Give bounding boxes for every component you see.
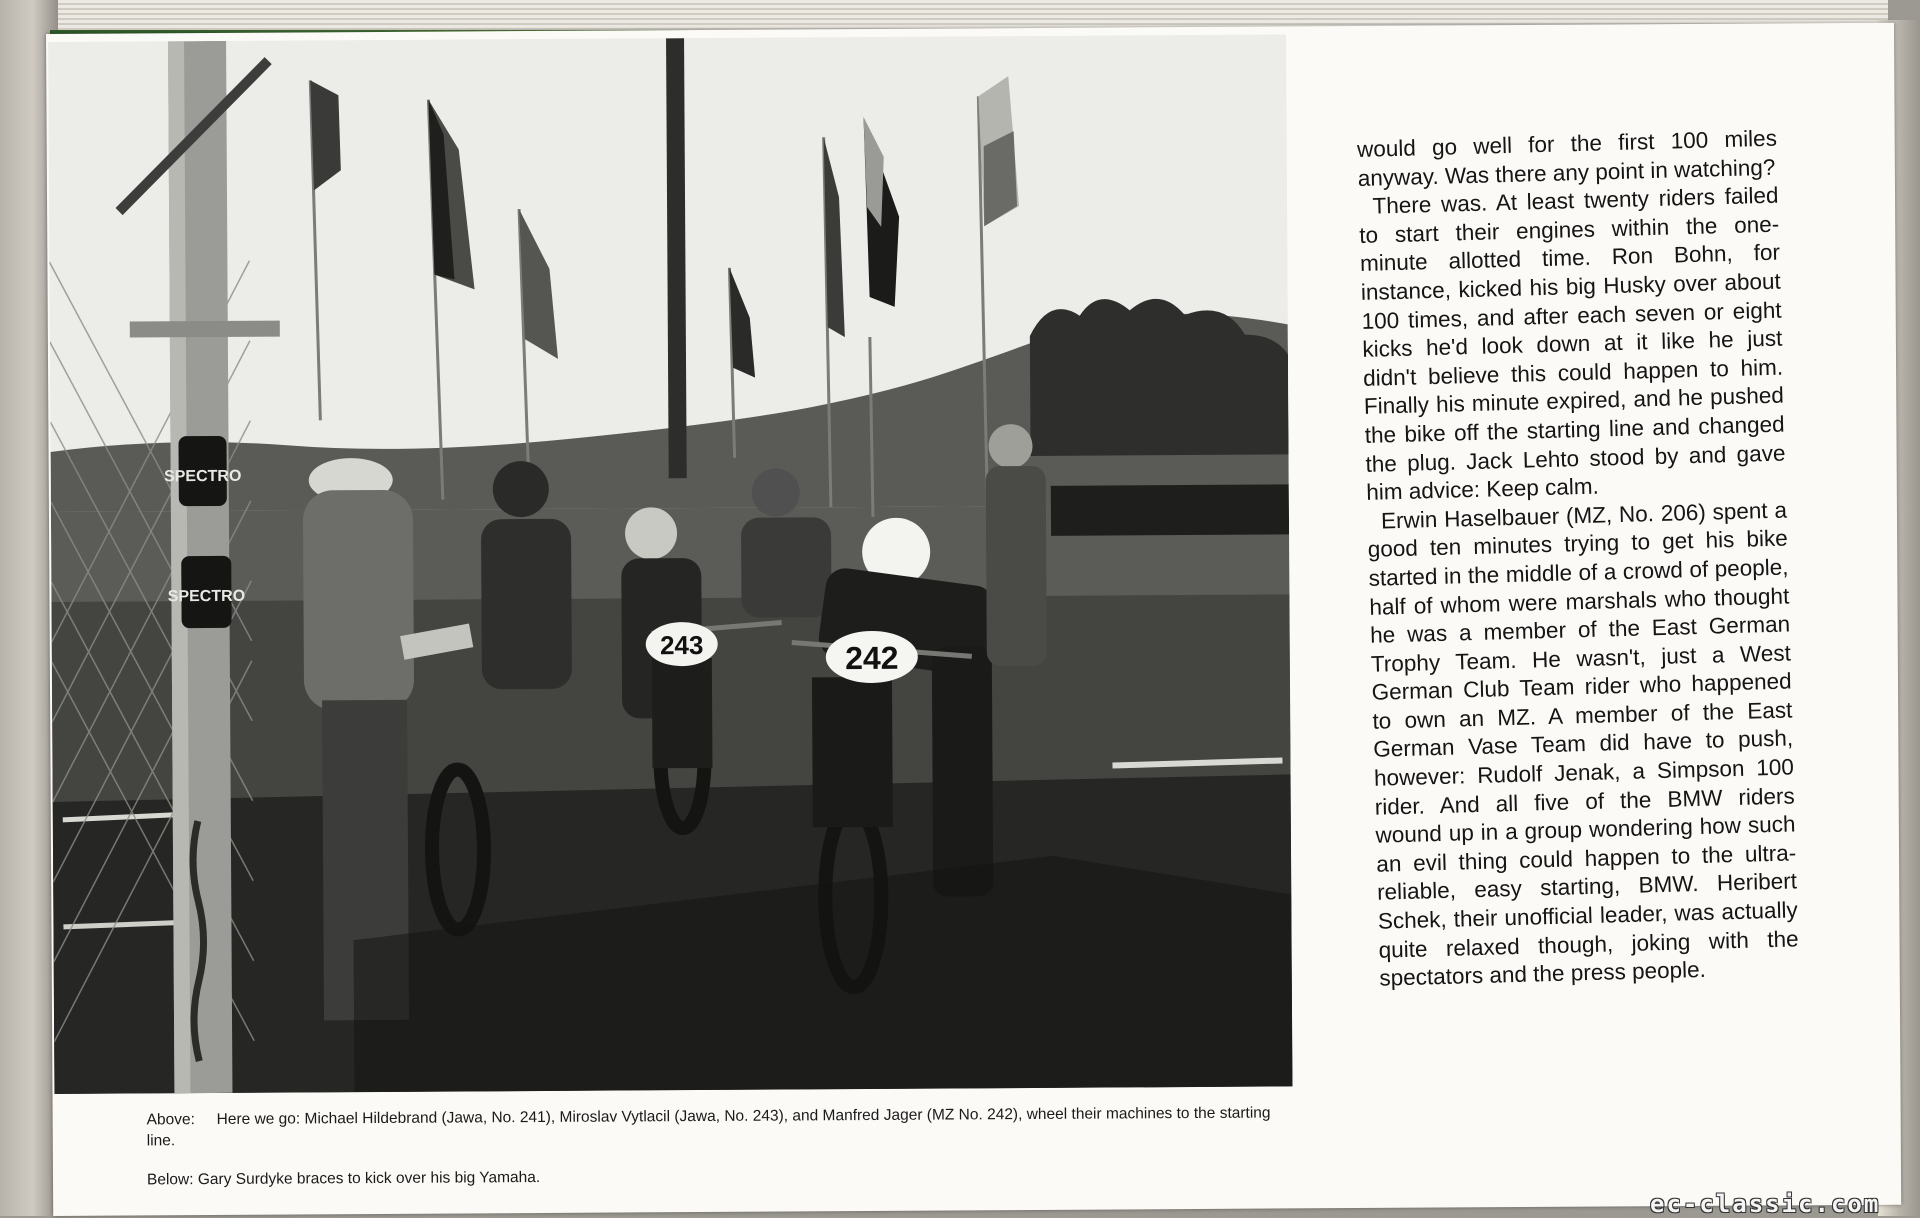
magazine-page	[46, 23, 1901, 1216]
article-paragraph: Erwin Haselbauer (MZ, No. 206) spent a good ten minutes trying to get his bike started in the middle of a crowd of people, half of whom were marshals who thought he was a member of the East German Trophy Team. He wasn't, just a West German Club Team rider who happened to own an MZ. A member of the East German Vase Team did have to push, however: Rudolf Jenak, a Simpson 100 rider. And all five of the BMW riders wound up in a group wondering how such an evil thing could happen to the ultra-reliable, easy starting, BMW. Heribert Schek, their unofficial leader, was actually quite relaxed though, joking with the spectators and the press people.	[1367, 497, 1799, 991]
site-watermark: ec-classic.com	[1650, 1190, 1881, 1218]
race-start-photo	[48, 34, 1292, 1094]
photo-illustration	[48, 34, 1292, 1094]
caption-below	[147, 1165, 847, 1190]
article-paragraph: would go well for the first 100 miles anyway. Was there any point in watching?	[1356, 125, 1778, 191]
pole-sign-1: SPECTRO	[163, 467, 242, 486]
caption-below-label: Below:	[146, 1171, 194, 1189]
article-paragraph: There was. At least twenty riders failed to start their engines within the one-minute allotted time. Ron Bohn, for instance, kicked his big Husky over about 100 times, and after each seven or eight kicks he'd look down at it like he just didn't believe this could happen to him. Finally his minute expired, and he pushed the bike off the starting line and changed the plug. Jack Lehto stood by and gave him advice: Keep calm.	[1358, 182, 1786, 505]
number-plate-243: 243	[659, 629, 704, 661]
pole-sign-2: SPECTRO	[167, 587, 246, 606]
caption-above	[147, 1103, 1277, 1152]
caption-above-label: Above:	[146, 1111, 195, 1129]
caption-above-text: Here we go: Michael Hildebrand (Jawa, No. 241), Miroslav Vytlacil (Jawa, No. 243), and Manfred Jager (MZ No. 242), wheel their machines to the starting line.	[146, 1104, 1271, 1150]
number-plate-242: 242	[845, 639, 899, 677]
article-column	[1357, 125, 1800, 994]
caption-below-text: Gary Surdyke braces to kick over his big Yamaha.	[197, 1169, 541, 1189]
